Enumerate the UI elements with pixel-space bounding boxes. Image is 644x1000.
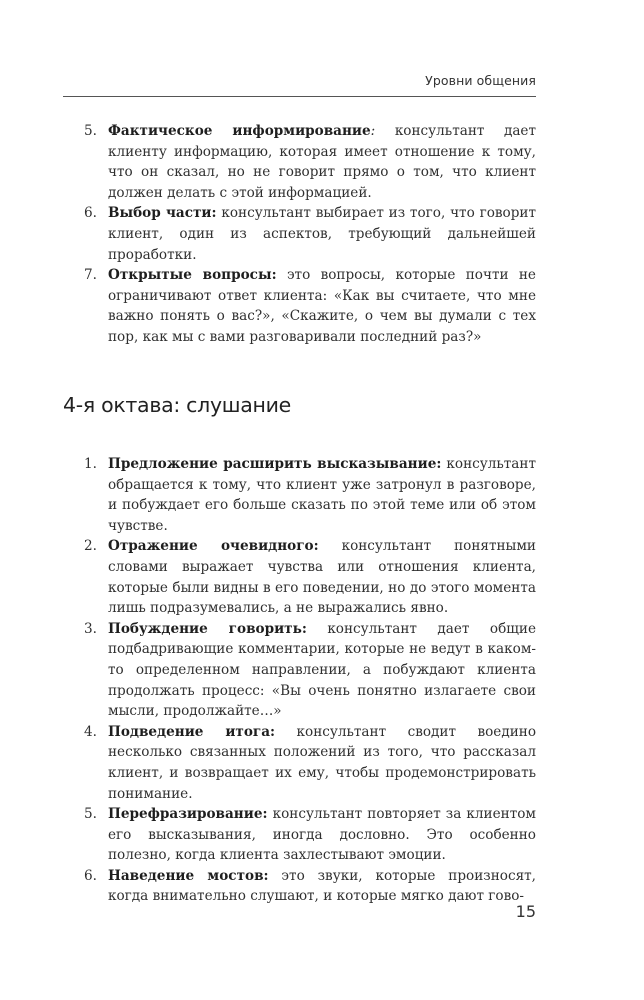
item-term: Предложение расширить высказывание: [108,456,442,472]
item-text: это вопросы, которые почти не ограничивают ответ клиента: «Как вы считаете, что мне важно понять о вас?», «Скажите, о чем вы думали с тех пор, как мы с вами разговаривали последний раз?» [108,267,536,345]
top-list [63,121,536,348]
list-item [63,619,536,722]
item-text: это звуки, которые произносят, когда внимательно слушают, и которые мягко дают гово- [108,867,536,905]
item-term: Побуждение говорить: [108,620,307,637]
item-number: 1. [84,456,97,472]
item-term: Открытые вопросы: [108,267,277,284]
running-head: Уровни общения [425,73,536,88]
item-number: 7. [84,267,97,284]
section-title: 4-я октава: слушание [63,393,291,417]
list-item [63,454,536,536]
list-item [63,536,536,618]
list-item [63,121,536,203]
item-term: Выбор части: [108,205,217,222]
item-text: консультант дает общие подбадривающие комментарии, которые не ведут в каком-то определенном направлении, а побуждают клиента продолжать процесс: «Вы очень понятно излагаете свои мысли, продолжайте…» [108,620,536,720]
item-number: 4. [84,723,97,740]
item-number: 6. [84,205,97,222]
list-item [63,265,536,347]
item-number: 5. [84,806,97,823]
item-term: Фактическое информирование [108,123,371,139]
item-number: 3. [84,620,97,637]
item-term: Перефразирование: [108,806,268,823]
item-text: консультант дает клиенту информацию, которая имеет отношение к тому, что он сказал, но не говорит прямо о том, что клиент должен делать с этой информацией. [108,123,536,201]
item-term: Отражение очевидного: [108,538,319,555]
page-number: 15 [515,902,536,921]
list-item [63,203,536,265]
list-item [63,804,536,866]
item-term: Подведение итога: [108,723,276,740]
item-text: консультант выбирает из того, что говорит клиент, один из аспектов, требующий дальнейшей проработки. [108,205,536,263]
item-number: 2. [84,538,97,555]
item-text: консультант сводит воедино несколько связанных положений из того, что рассказал клиент, и возвращает их ему, чтобы продемонстрировать понимание. [108,723,536,802]
item-text: консультант обращается к тому, что клиент уже затронул в разговоре, и побуждает его больше сказать по этой теме или об этом чувстве. [108,456,536,534]
bottom-list [63,454,536,907]
item-text: консультант понятными словами выражает чувства или отношения клиента, которые были видны в его поведении, но до этого момента лишь подразумевались, а не выражались явно. [108,538,536,617]
item-term-sep: : [370,123,376,139]
item-number: 6. [84,867,97,884]
list-item [63,866,536,907]
item-number: 5. [84,123,97,139]
list-item [63,722,536,804]
item-text: консультант повторяет за клиентом его высказывания, иногда дословно. Это особенно полезно, когда клиента захлестывают эмоции. [108,806,536,864]
header-rule [63,96,536,97]
item-term: Наведение мостов: [108,867,269,884]
